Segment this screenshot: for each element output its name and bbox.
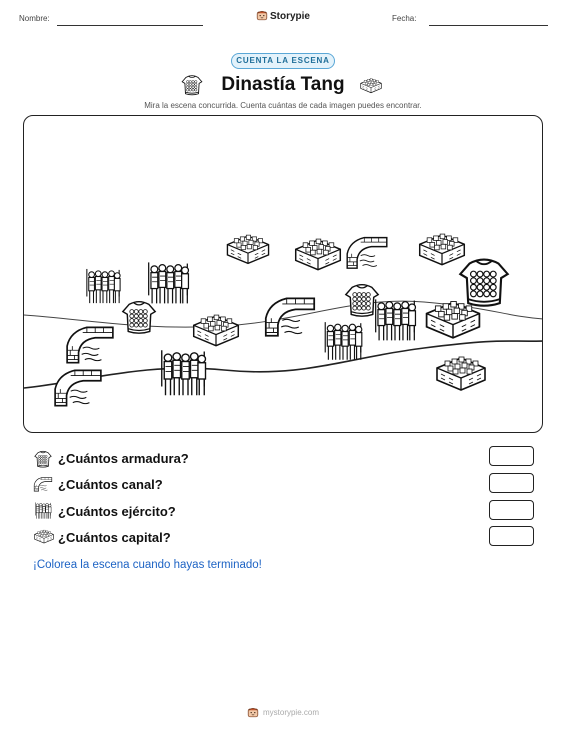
storypie-footer-logo-icon <box>247 706 259 718</box>
scene-army-icon <box>149 262 189 303</box>
question-text: ¿Cuántos armadura? <box>58 451 189 466</box>
storypie-logo-icon <box>256 9 268 21</box>
date-line[interactable] <box>429 25 548 26</box>
name-line[interactable] <box>57 25 203 26</box>
scene-capital-icon <box>296 239 341 270</box>
scene-armor-icon <box>346 285 378 317</box>
scene-armor-icon <box>123 302 155 334</box>
scene-capital-icon <box>194 315 239 346</box>
scene-army-icon <box>162 350 206 395</box>
coloring-instruction: ¡Colorea la escena cuando hayas terminado! <box>33 559 262 571</box>
armor-icon <box>33 449 53 469</box>
scene-armor-icon <box>460 260 507 306</box>
page-subtitle: Mira la escena concurrida. Cuenta cuántas de cada imagen puedes encontrar. <box>144 101 422 110</box>
name-label: Nombre: <box>19 14 50 23</box>
answer-box-ejercito[interactable] <box>489 500 534 520</box>
answer-box-capital[interactable] <box>489 526 534 546</box>
page-title: Dinastía Tang <box>221 74 345 95</box>
title-capital-icon <box>359 76 383 94</box>
question-text: ¿Cuántos ejército? <box>58 504 176 519</box>
scene-army-icon <box>87 269 120 303</box>
scene-capital-icon <box>437 357 485 390</box>
question-text: ¿Cuántos capital? <box>58 530 171 545</box>
scene-army-icon <box>376 299 416 340</box>
scene-canal-icon <box>67 327 113 362</box>
answer-box-canal[interactable] <box>489 473 534 493</box>
answer-box-armadura[interactable] <box>489 446 534 466</box>
date-label: Fecha: <box>392 14 417 23</box>
scene-capital-icon <box>420 234 465 265</box>
army-icon <box>33 502 53 520</box>
scene-drawing[interactable] <box>24 116 543 433</box>
scene-canal-icon <box>347 238 387 269</box>
brand <box>0 9 566 22</box>
footer <box>0 706 566 718</box>
footer-url[interactable]: mystorypie.com <box>262 708 319 717</box>
scene-capital-icon <box>427 302 480 338</box>
question-text: ¿Cuántos canal? <box>58 477 163 492</box>
capital-icon <box>33 528 55 544</box>
scene-capital-icon <box>227 235 268 263</box>
scene-frame[interactable] <box>23 115 543 433</box>
brand-name: Storypie <box>269 11 310 22</box>
scene-canal-icon <box>55 370 101 405</box>
activity-badge: CUENTA LA ESCENA <box>231 53 335 69</box>
scene-army-icon <box>325 322 362 360</box>
canal-icon <box>33 475 53 493</box>
